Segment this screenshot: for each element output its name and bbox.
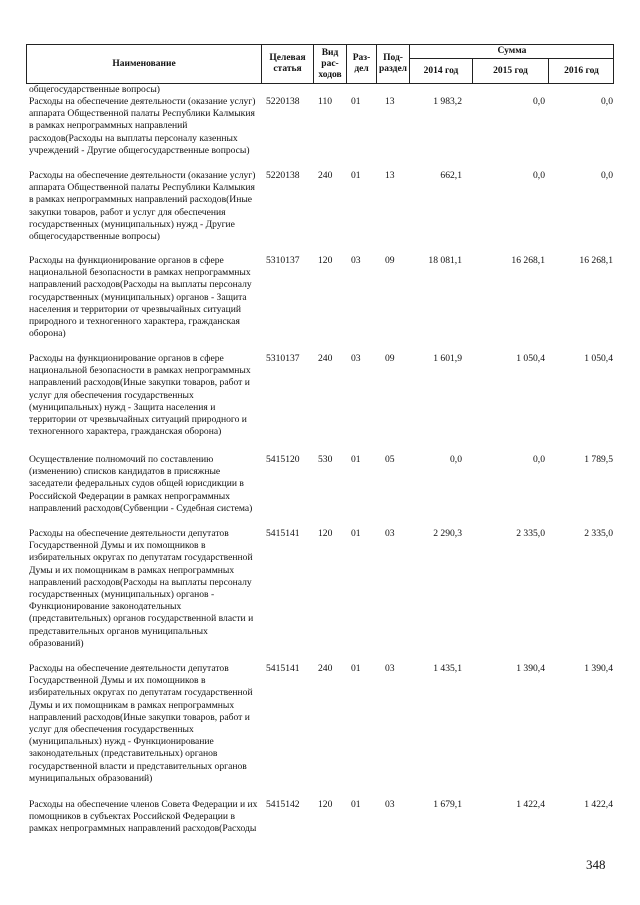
row-sum-2014: 1 679,1 (433, 799, 462, 810)
row-podrazdel: 05 (385, 454, 395, 465)
row-name: Расходы на функционирование органов в сфере национальной безопасности в рамках непрограммных направлений расходов(Расходы на выплаты персоналу государственных (муниципальных) органов - Защита населения и территории от чрезвычайных ситуаций природного и техногенного характера, гражданская оборона) (29, 255, 252, 340)
header-2015: 2015 год (493, 66, 528, 76)
header-podrazdel: Под-раздел (378, 53, 408, 74)
row-vid: 120 (318, 528, 333, 539)
row-target: 5415141 (266, 528, 300, 539)
row-target: 5415141 (266, 663, 300, 674)
row-podrazdel: 13 (385, 170, 395, 181)
row-sum-2014: 2 290,3 (433, 528, 462, 539)
row-sum-2015: 1 422,4 (516, 799, 545, 810)
row-name: Осуществление полномочий по составлению (изменению) списков кандидатов в присяжные заседатели федеральных судов общей юрисдикции в Российской Федерации в рамках непрограммных направлений расходов(Субвенции - Судебная система) (29, 454, 253, 514)
row-sum-2014: 18 081,1 (428, 255, 462, 266)
row-sum-2016: 16 268,1 (579, 255, 613, 266)
row-vid: 240 (318, 353, 333, 364)
row-sum-2016: 1 390,4 (584, 663, 613, 674)
row-sum-2015: 16 268,1 (511, 255, 545, 266)
row-podrazdel: 03 (385, 799, 395, 810)
row-sum-2015: 0,0 (533, 454, 545, 465)
row-sum-2015: 2 335,0 (516, 528, 545, 539)
row-podrazdel: 13 (385, 96, 395, 107)
row-sum-2015: 1 390,4 (516, 663, 545, 674)
row-name: Расходы на обеспечение деятельности депутатов Государственной Думы и их помощников в избирательных округах по депутатам государственной Думы и их помощникам в рамках непрограммных направлений расходов(Иные закупки товаров, работ и услуг для обеспечения государственных (муниципальных) нужд - Функционирование законодательных (представительных) органов государственной власти и представительных органов муниципальных образований) (29, 663, 253, 784)
row-sum-2016: 2 335,0 (584, 528, 613, 539)
row-vid: 240 (318, 663, 333, 674)
header-2014: 2014 год (423, 66, 459, 76)
row-sum-2014: 1 435,1 (433, 663, 462, 674)
row-vid: 530 (318, 454, 333, 465)
header-target: Целевая статья (269, 53, 306, 74)
row-razdel: 01 (351, 454, 361, 465)
row-sum-2016: 1 789,5 (584, 454, 613, 465)
row-podrazdel: 09 (385, 255, 395, 266)
row-vid: 120 (318, 799, 333, 810)
row-razdel: 01 (351, 799, 361, 810)
row-podrazdel: 03 (385, 663, 395, 674)
row-podrazdel: 03 (385, 528, 395, 539)
row-sum-2016: 0,0 (601, 170, 613, 181)
row-sum-2015: 0,0 (533, 170, 545, 181)
row-name: Расходы на обеспечение деятельности (оказание услуг) аппарата Общественной палаты Республики Калмыкия в рамках непрограммных направлений расходов(Расходы на выплаты персоналу казенных учреждений - Другие общегосударственные вопросы) (29, 96, 256, 156)
row-name: Расходы на обеспечение деятельности (оказание услуг) аппарата Общественной палаты Республики Калмыкия в рамках непрограммных направлений расходов(Иные закупки товаров, работ и услуг для обеспечения государственных (муниципальных) нужд - Другие общегосударственные вопросы) (29, 170, 256, 243)
row-razdel: 03 (351, 353, 361, 364)
row-podrazdel: 09 (385, 353, 395, 364)
header-2016: 2016 год (564, 66, 599, 76)
row-vid: 120 (318, 255, 333, 266)
row-razdel: 01 (351, 663, 361, 674)
row-target: 5310137 (266, 353, 300, 364)
header-name: Наименование (112, 58, 176, 69)
row-razdel: 01 (351, 528, 361, 539)
row-razdel: 03 (351, 255, 361, 266)
header-razdel: Раз-дел (352, 53, 371, 74)
row-razdel: 01 (351, 170, 361, 181)
row-sum-2014: 1 601,9 (433, 353, 462, 364)
header-summa: Сумма (497, 46, 527, 56)
page-number: 348 (586, 857, 606, 872)
row-sum-2014: 1 983,2 (433, 96, 462, 107)
row-name: Расходы на обеспечение деятельности депутатов Государственной Думы и их помощников в избирательных округах по депутатам государственной Думы и их помощникам в рамках непрограммных направлений расходов(Расходы на выплаты персоналу государственных (муниципальных) органов - Функционирование законодательных (представительных) органов государственной власти и представительных органов муниципальных образований) (29, 528, 254, 649)
row-target: 5310137 (266, 255, 300, 266)
row-sum-2014: 0,0 (450, 454, 462, 465)
row-target: 5415120 (266, 454, 300, 465)
row-name: Расходы на обеспечение членов Совета Федерации и их помощников в субъектах Российской Федерации в рамках непрограммных направлений расходов(Расходы (29, 799, 258, 835)
row-target: 5415142 (266, 799, 300, 810)
row-razdel: 01 (351, 96, 361, 107)
row-target: 5220138 (266, 96, 300, 107)
row-sum-2016: 1 422,4 (584, 799, 613, 810)
row-name: Расходы на функционирование органов в сфере национальной безопасности в рамках непрограммных направлений расходов(Иные закупки товаров, работ и услуг для обеспечения государственных (муниципальных) нужд - Защита населения и территории от чрезвычайных ситуаций природного и техногенного характера, гражданская оборона) (29, 353, 251, 438)
row-sum-2015: 0,0 (533, 96, 545, 107)
row-sum-2016: 1 050,4 (584, 353, 613, 364)
row-sum-2015: 1 050,4 (516, 353, 545, 364)
row-vid: 110 (318, 96, 333, 107)
header-vid: Вид рас-ходов (318, 47, 342, 80)
row-sum-2016: 0,0 (601, 96, 613, 107)
row-sum-2014: 662,1 (440, 170, 462, 181)
row-target: 5220138 (266, 170, 300, 181)
row-vid: 240 (318, 170, 333, 181)
row-name: общегосударственные вопросы) (29, 84, 160, 95)
